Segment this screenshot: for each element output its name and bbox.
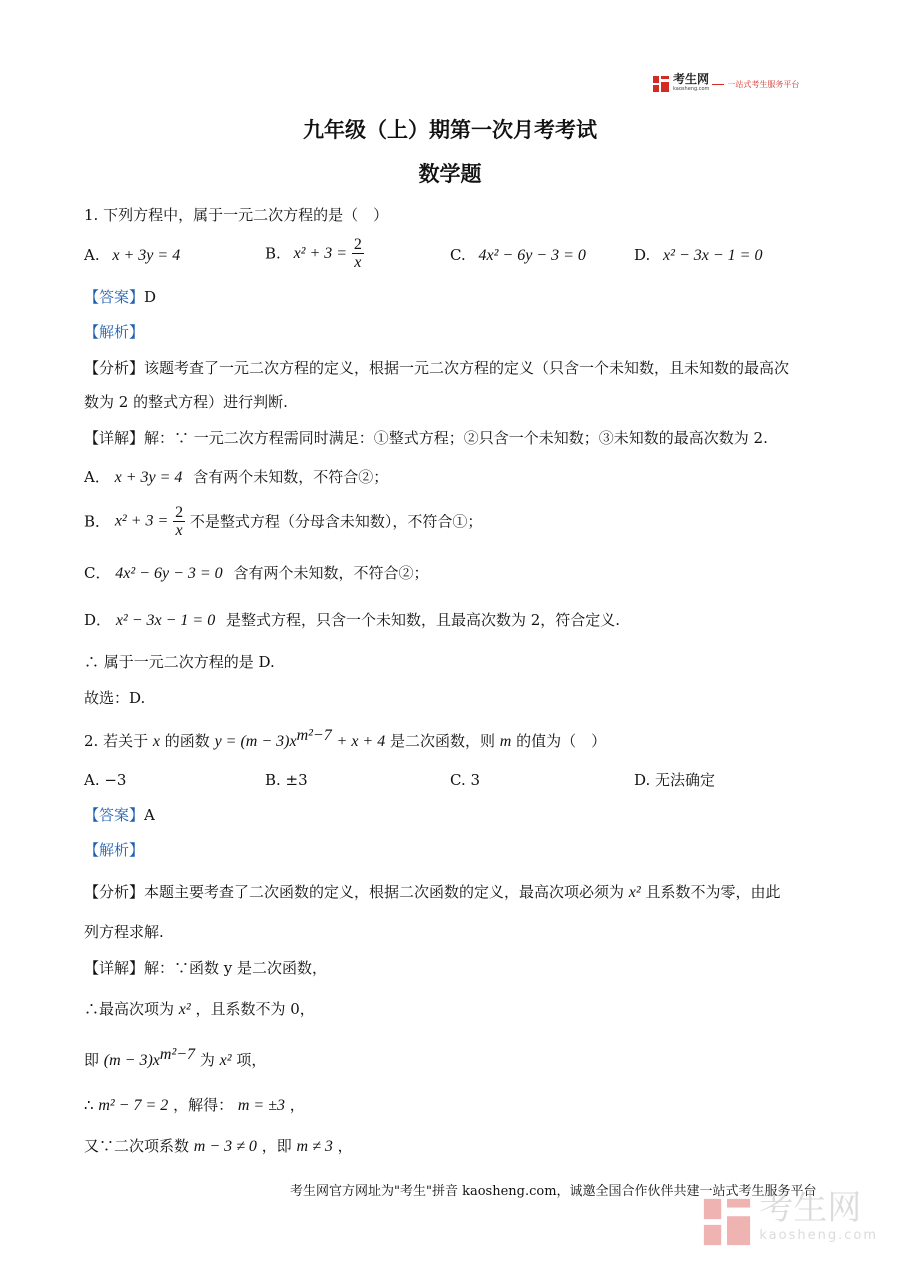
q1-option-b-denominator: x — [354, 254, 362, 271]
q1-detail-a — [84, 467, 388, 488]
q2-stem-m: m — [499, 733, 512, 750]
q1-option-c-label: C. — [450, 246, 466, 264]
q1-option-d — [634, 245, 762, 266]
q1-detail-c-label: C． — [84, 564, 111, 582]
q2-fenxi-line-1 — [84, 882, 781, 903]
logo-divider — [712, 84, 724, 85]
q2-detail-2-part-2: ，且系数不为 0， — [195, 1000, 315, 1018]
q2-detail-3-part-3: 项， — [236, 1051, 267, 1069]
q2-detail-3 — [84, 1045, 266, 1071]
q1-conclusion: ∴ 属于一元二次方程的是 D. — [84, 653, 275, 671]
q2-detail-3-x2: x² — [219, 1052, 232, 1069]
q2-option-c: C. 3 — [450, 771, 481, 789]
q1-analysis-tag: 【解析】 — [84, 323, 145, 341]
q1-detail-d-label: D． — [84, 611, 112, 629]
q2-answer — [84, 805, 155, 825]
q1-detail-a-text: 含有两个未知数，不符合②； — [193, 468, 389, 486]
q1-fenxi-line-1: 【分析】该题考查了一元二次方程的定义，根据一元二次方程的定义（只含一个未知数，且未知数的最高次 — [84, 359, 790, 377]
q2-analysis-tag: 【解析】 — [84, 841, 145, 859]
q2-stem-part-4: 的值为（ ） — [516, 732, 607, 750]
q2-fenxi-part-2: 且系数不为零，由此 — [645, 883, 781, 901]
q2-detail-2 — [84, 999, 315, 1020]
q1-fenxi-line-2: 数为 2 的整式方程）进行判断. — [84, 393, 288, 411]
q2-fenxi-line-2: 列方程求解. — [84, 923, 164, 941]
q2-option-a: A. −3 — [84, 771, 127, 789]
page-footer: 考生网官方网址为"考生"拼音 kaosheng.com，诚邀全国合作伙伴共建一站式考生服务平台 — [290, 1184, 817, 1199]
q2-detail-3-part-2: 为 — [199, 1051, 215, 1069]
q1-option-d-label: D. — [634, 246, 651, 264]
q2-stem-function-tail: + x + 4 — [336, 733, 386, 750]
q1-option-c — [450, 245, 586, 266]
q1-detail-b-numerator: 2 — [175, 504, 184, 521]
q1-option-a-expr: x + 3y = 4 — [112, 247, 181, 264]
q2-detail-5-solution: m ≠ 3 — [296, 1138, 333, 1155]
q1-answer-tag: 【答案】 — [84, 288, 145, 306]
q2-stem-part-1: 2. 若关于 — [84, 732, 149, 750]
q1-detail-b-label: B． — [84, 512, 111, 531]
q1-answer-value: D — [144, 288, 157, 306]
q1-detail-b-fraction — [173, 504, 185, 539]
q1-option-b-expr: x² + 3 = — [293, 244, 348, 262]
q1-option-d-expr: x² − 3x − 1 = 0 — [663, 247, 763, 264]
q1-detail-c — [84, 563, 428, 584]
q2-detail-5-part-2: ，即 — [261, 1137, 292, 1155]
q2-detail-5-part-1: 又∵二次项系数 — [84, 1137, 190, 1155]
q1-detail-a-expr: x + 3y = 4 — [114, 469, 183, 486]
logo-domain: kaosheng.com — [673, 86, 710, 92]
watermark — [701, 1188, 878, 1250]
q1-detail-a-label: A． — [84, 468, 110, 486]
q2-stem-part-2: 的函数 — [164, 732, 210, 750]
q2-detail-4 — [84, 1095, 305, 1116]
q2-detail-4-part-2: ，解得： — [173, 1096, 234, 1114]
q1-option-b-label: B. — [265, 244, 281, 263]
q2-detail-3-function: (m − 3)x — [103, 1052, 160, 1069]
q2-detail-5-inequality: m − 3 ≠ 0 — [193, 1138, 257, 1155]
q1-choice: 故选：D. — [84, 689, 146, 707]
q2-detail-4-equation: m² − 7 = 2 — [98, 1097, 169, 1114]
page-subtitle: 数学题 — [418, 161, 482, 186]
q2-detail-4-comma: ， — [289, 1096, 305, 1114]
q2-stem-function: y = (m − 3)x — [214, 733, 297, 750]
q2-detail-1: 【详解】解：∵函数 y 是二次函数， — [84, 959, 328, 977]
header-logo — [652, 74, 799, 94]
q2-detail-5-comma: ， — [337, 1137, 353, 1155]
q2-detail-3-exponent: m²−7 — [159, 1046, 196, 1063]
q2-detail-4-therefore: ∴ — [84, 1096, 94, 1114]
q1-answer — [84, 287, 156, 307]
q2-stem — [84, 726, 606, 752]
watermark-name: 考生网 — [759, 1188, 862, 1228]
q1-detail-b — [84, 504, 482, 539]
logo-slogan: 一站式考生服务平台 — [727, 79, 800, 89]
q2-detail-3-part-1: 即 — [84, 1051, 100, 1069]
q2-answer-value: A — [144, 806, 155, 824]
q1-option-a — [84, 245, 180, 266]
q1-detail-b-text: 不是整式方程（分母含未知数），不符合①； — [189, 512, 483, 531]
q2-stem-x: x — [152, 733, 160, 750]
watermark-domain: kaosheng.com — [759, 1228, 878, 1243]
q1-detail-d — [84, 610, 620, 631]
q1-stem: 1. 下列方程中，属于一元二次方程的是（ ） — [84, 206, 389, 224]
q1-detail-b-denominator: x — [175, 522, 183, 539]
q2-detail-4-solution: m = ±3 — [237, 1097, 285, 1114]
logo-name: 考生网 — [673, 72, 710, 86]
q1-option-c-expr: 4x² − 6y − 3 = 0 — [478, 247, 586, 264]
q1-option-a-label: A. — [84, 246, 100, 264]
q1-detail-d-text: 是整式方程，只含一个未知数，且最高次数为 2，符合定义. — [225, 611, 621, 629]
q1-detail-c-expr: 4x² − 6y − 3 = 0 — [115, 565, 223, 582]
q2-option-d: D. 无法确定 — [634, 771, 716, 789]
watermark-logo-icon — [701, 1196, 753, 1248]
q2-answer-tag: 【答案】 — [84, 806, 145, 824]
q1-option-b-fraction — [352, 236, 364, 271]
page-title: 九年级（上）期第一次月考考试 — [303, 117, 597, 142]
q2-stem-part-3: 是二次函数，则 — [390, 732, 496, 750]
q1-detail-c-text: 含有两个未知数，不符合②； — [233, 564, 429, 582]
q2-stem-exponent: m²−7 — [296, 727, 332, 744]
kaosheng-logo-icon — [652, 75, 670, 93]
q2-option-b: B. ±3 — [265, 771, 308, 789]
q2-detail-5 — [84, 1136, 353, 1157]
q2-fenxi-x2: x² — [628, 884, 641, 901]
q2-fenxi-part-1: 【分析】本题主要考查了二次函数的定义，根据二次函数的定义，最高次项必须为 — [84, 883, 625, 901]
q1-option-b — [265, 236, 364, 271]
q1-detail-d-expr: x² − 3x − 1 = 0 — [115, 612, 216, 629]
q1-detail: 【详解】解：∵ 一元二次方程需同时满足：①整式方程；②只含一个未知数；③未知数的最高次数为 2. — [84, 429, 768, 447]
q2-detail-2-part-1: ∴最高次项为 — [84, 1000, 175, 1018]
q1-detail-b-expr: x² + 3 = — [114, 512, 169, 530]
q1-option-b-numerator: 2 — [353, 236, 362, 253]
q2-detail-2-x2: x² — [178, 1001, 191, 1018]
